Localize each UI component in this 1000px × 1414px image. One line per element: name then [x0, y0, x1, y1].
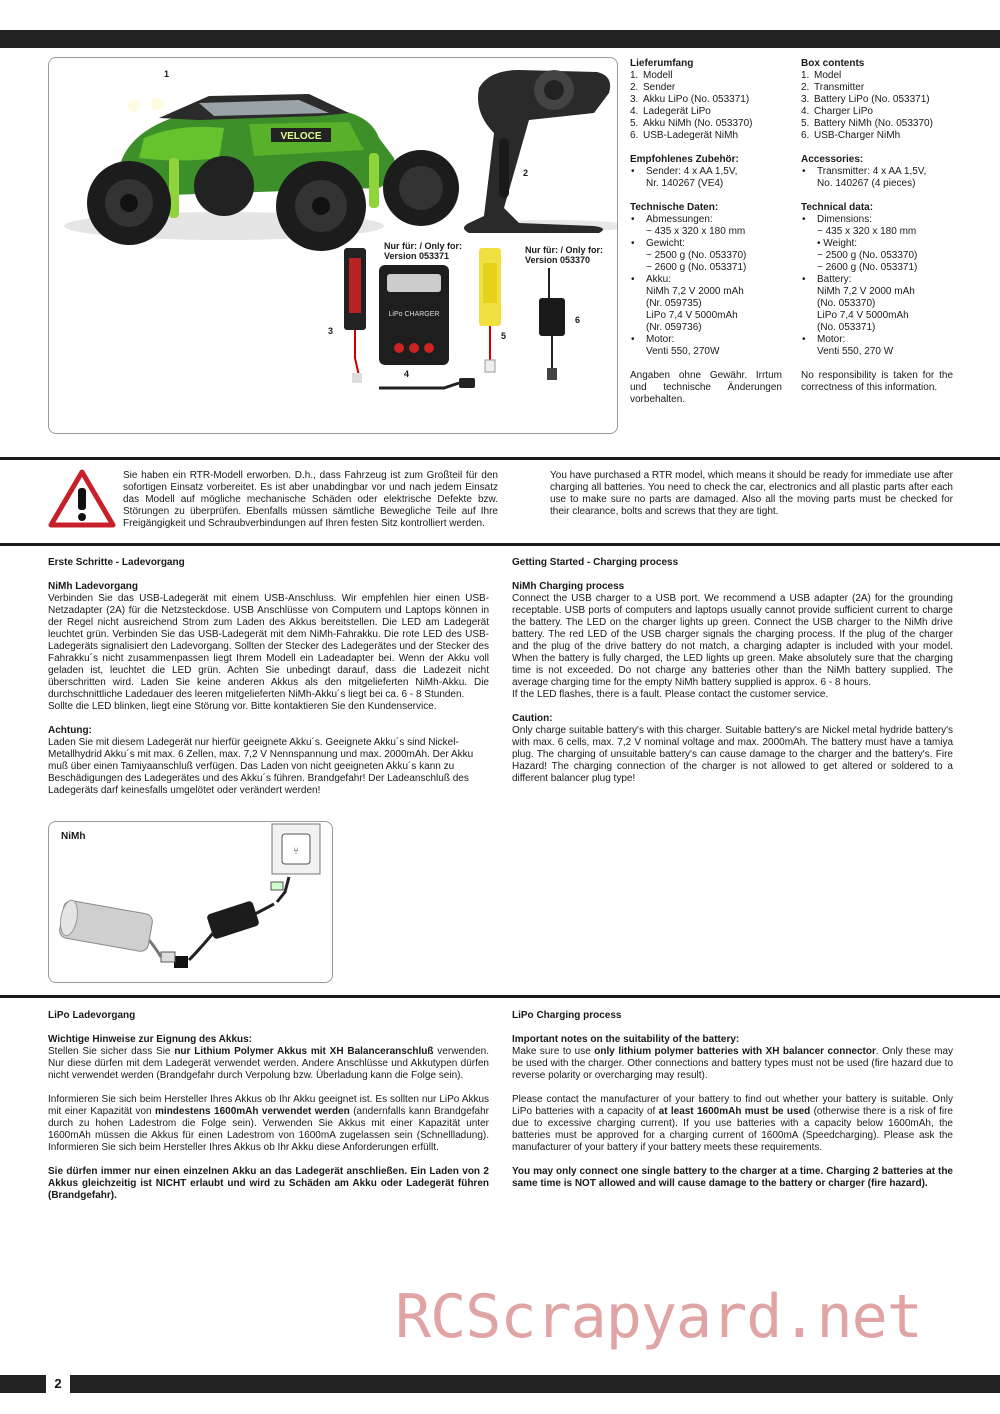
disclaimer-de: Angaben ohne Gewähr. Irrtum und technische Änderungen vorbehalten.	[630, 370, 782, 405]
list-item: 6. USB-Charger NiMh	[801, 130, 901, 141]
accessories-heading-en: Accessories:	[801, 154, 864, 165]
lipo-paragraph-1: Stellen Sie sicher dass Sie nur Lithium Polymer Akkus mit XH Balanceranschluß verwenden. Nur diese dürfen mit dem Ladegerät verwendet werden. Andere Anschlüsse und Akkutypen dürfen nicht verwendet werden (Brandgefahr durch Verpolung bzw. Überladung kann die Folge sein).	[48, 1046, 490, 1081]
tech-data-list-en	[801, 214, 953, 358]
list-item: • Akku: NiMh 7,2 V 2000 mAh (Nr. 059735) LiPo 7,4 V 5000mAh (Nr. 059736)	[630, 274, 782, 334]
contents-de	[630, 58, 782, 406]
tech-data-heading-de: Technische Daten:	[630, 202, 719, 213]
caution-heading: Caution:	[512, 713, 553, 724]
list-item: 5. Akku NiMh (No. 053370)	[630, 118, 753, 129]
lipo-only-note: Nur für: / Only for: Version 053371	[384, 241, 462, 261]
notes-heading: Wichtige Hinweise zur Eignung des Akkus:	[48, 1034, 253, 1045]
caution-text: Only charge suitable battery's with this charger. Suitable battery's are Nickel metal hydride battery's with max. 6 cells, max. 7,2 V nominal voltage and max. 2000mAh. The battery must have a tamiya plug. The charging of unsuitable battery's can cause damage to the charger and the battery's. Fire Hazard! The charging connection of the charger is not allowed to get altered or soldered to a different balancer plug type!	[512, 725, 953, 784]
divider	[0, 543, 1000, 546]
warning-icon	[48, 468, 116, 528]
list-item: 4. Charger LiPo	[801, 106, 873, 117]
nimh-battery-image	[479, 248, 501, 372]
product-figure	[48, 57, 618, 434]
truck-decal: VELOCE	[280, 131, 322, 142]
charging-de	[48, 557, 489, 797]
box-contents-list-en	[801, 70, 953, 142]
nimh-heading: NiMh Charging process	[512, 581, 625, 592]
list-item: 6. USB-Ladegerät NiMh	[630, 130, 739, 141]
callout-5: 5	[501, 331, 507, 341]
disclaimer-en: No responsibility is taken for the correctness of this information.	[801, 370, 953, 393]
list-item: 5. Battery NiMh (No. 053370)	[801, 118, 933, 129]
list-item: 2. Transmitter	[801, 82, 865, 93]
charger-decal: LiPo CHARGER	[388, 311, 440, 318]
bottom-bar	[0, 1375, 1000, 1393]
watermark: RCScrapyard.net	[395, 1282, 922, 1352]
callout-6: 6	[575, 315, 581, 325]
accessories-heading-de: Empfohlenes Zubehör:	[630, 154, 739, 165]
list-item: 2. Sender	[630, 82, 676, 93]
caution-text: Laden Sie mit diesem Ladegerät nur hierfür geeignete Akku´s. Geeignete Akku´s sind Nickel-Metallhydrid Akku´s mit max. 6 Zellen, max. 7,2 V Nennspannung und max. 2000mAh. Der Akku muß über einen Tamiyaanschluß verfügen. Das Laden von nicht geeigneten Akku´s kann zu Beschädigungen des Ladegerätes und des Akku´s führen. Brandgefahr! Der Ladeanschluß des Ladegeräts darf keinesfalls umgelötet oder verändert werden!	[48, 737, 474, 796]
list-item: • Dimensions: ~ 435 x 320 x 180 mm • Weight: ~ 2500 g (No. 053370) ~ 2600 g (No. 053371)	[801, 214, 953, 274]
contents-en	[801, 58, 953, 394]
box-contents-heading-de: Lieferumfang	[630, 58, 694, 69]
nimh-connection-illustration	[49, 822, 332, 982]
warning-text-de: Sie haben ein RTR-Modell erworben. D.h., dass Fahrzeug ist zum Großteil für den sofortigen Einsatz vorbereitet. Es ist aber unabdingbar vor und nach jedem Einsatz das Modell auf mögliche mechanische Schäden oder elektrische Defekte bzw. Störungen zu überprüfen. Ebenfalls müssen sämtliche Bewegliche Teile auf Ihre Freigängigkeit und Schraubverbindungen auf Ihren festen Sitz kontrolliert werden.	[123, 470, 498, 529]
svg-text:⑂: ⑂	[293, 846, 299, 857]
list-item: • Motor: Venti 550, 270W	[630, 334, 782, 358]
tech-data-heading-en: Technical data:	[801, 202, 874, 213]
lipo-en	[512, 1010, 953, 1190]
nimh-text: Verbinden Sie das USB-Ladegerät mit einem USB-Anschluss. Wir empfehlen hier einen USB-Netzadapter (2A) für die Netzsteckdose. USB Anschlüsse von Computern und Laptops können in der Regel nicht ausreichend Strom zum Laden des Akkus bereitstellen. Die LED am Ladegerät leuchtet grün. Verbinden Sie das USB-Ladegerät mit dem NiMh-Fahrakku. Die rote LED des USB-Ladegeräts signalisiert den Ladevorgang. Sollten der Stecker des Ladegerätes und der Stecker des Fahrakku´s nicht zusammenpassen liegt Ihrem Modell ein Ladeadapter bei. Wenn der Akku voll geladen ist, leuchtet die LED grün. Achten Sie unbedingt darauf, dass die Ladezeit nicht überschritten wird. Laden Sie keine anderen Akkus als den mitgelieferten NiMh-Akku. Die durchschnittliche Ladedauer des leeren mitgelieferten NiMh-Akku´s liegt bei ca. 6 - 8 Stunden.	[48, 593, 489, 700]
tech-data-list-de	[630, 214, 782, 358]
nimh-heading: NiMh Ladevorgang	[48, 581, 139, 592]
list-item: • Abmessungen: ~ 435 x 320 x 180 mm	[630, 214, 782, 238]
accessories-list-en	[801, 166, 953, 190]
list-item: 1. Modell	[630, 70, 673, 81]
truck-image	[64, 94, 459, 251]
charging-en	[512, 557, 953, 785]
lipo-de	[48, 1010, 489, 1202]
list-item: • Gewicht: ~ 2500 g (No. 053370) ~ 2600 g (No. 053371)	[630, 238, 782, 274]
lipo-paragraph-3: Sie dürfen immer nur einen einzelnen Akku an das Ladegerät anschließen. Ein Laden von 2 Akkus gleichzeitig ist NICHT erlaubt und wird zu Schäden am Akku oder Ladegerät führen (Brandgefahr).	[48, 1166, 489, 1201]
list-item: 3. Akku LiPo (No. 053371)	[630, 94, 750, 105]
notes-heading: Important notes on the suitability of the battery:	[512, 1034, 740, 1045]
nimh-only-note: Nur für: / Only for: Version 053370	[525, 245, 603, 265]
top-bar	[0, 30, 1000, 48]
list-item: • Transmitter: 4 x AA 1,5V, No. 140267 (4 pieces)	[801, 166, 953, 190]
lipo-charger-image	[379, 265, 475, 388]
warning-text-en: You have purchased a RTR model, which means it should be ready for immediate use after charging all batteries. You need to check the car, electronics and all plastic parts after each use to make sure no parts are damaged. Also all the moving parts must be checked for their clearance, bolts and screws that they are tight.	[550, 470, 953, 517]
section-title: Getting Started - Charging process	[512, 557, 679, 568]
accessories-list-de	[630, 166, 782, 190]
section-title: LiPo Ladevorgang	[48, 1010, 136, 1021]
nimh-text: Connect the USB charger to a USB port. We recommend a USB adapter (2A) for the grounding receptable. USB ports of computers and laptops usually cannot provide sufficient current to charge the battery. The LED on the charger lights up green. Connect the USB charger to the NiMh drive battery. The red LED of the USB charger signals the charging process. If the plug of the charger and the plug of the drive battery do not match, a charging adapter is included with your model. When the battery is fully charged, the LED lights up green. Make absolutely sure that the charging time is not exceeded. Do not charge any batteries other than the NiMh battery supplied. The average charging time for the empty NiMh battery supplied is approx. 6 - 8 hours.	[512, 593, 953, 688]
list-item: • Motor: Venti 550, 270 W	[801, 334, 953, 358]
caution-heading: Achtung:	[48, 725, 92, 736]
list-item: 4. Ladegerät LiPo	[630, 106, 711, 117]
callout-2: 2	[523, 168, 529, 178]
section-title: Erste Schritte - Ladevorgang	[48, 557, 185, 568]
callout-3: 3	[328, 326, 334, 336]
nimh-text-fault: If the LED flashes, there is a fault. Please contact the customer service.	[512, 689, 829, 700]
divider	[0, 995, 1000, 998]
transmitter-image	[464, 70, 617, 233]
list-item: 3. Battery LiPo (No. 053371)	[801, 94, 930, 105]
callout-4: 4	[404, 369, 410, 379]
section-title: LiPo Charging process	[512, 1010, 622, 1021]
lipo-battery-image	[344, 248, 366, 383]
divider	[0, 457, 1000, 460]
lipo-paragraph-3: You may only connect one single battery to the charger at a time. Charging 2 batteries at the same time is NOT allowed and will cause damage to the battery or charger (fire hazard).	[512, 1166, 953, 1189]
box-contents-list-de	[630, 70, 782, 142]
list-item: 1. Model	[801, 70, 842, 81]
lipo-paragraph-2: Please contact the manufacturer of your battery to find out whether your battery is suitable. Only LiPo batteries with a capacity of at least 1600mAh must be used (otherwise there is a risk of fire due to excessive charging current). If you use batteries with a capacity below 1600mAh, the batteries must be approved for a charging current of 1600mA (Speedcharging). Please ask the manufacturer of your battery if your battery meets these requirements.	[512, 1094, 953, 1153]
usb-charger-image	[539, 268, 565, 380]
nimh-text-fault: Sollte die LED blinken, liegt eine Störung vor. Bitte kontaktieren Sie den Kundenservice.	[48, 701, 437, 712]
nimh-figure-label: NiMh	[61, 831, 86, 842]
nimh-figure	[48, 821, 333, 983]
callout-1: 1	[164, 69, 170, 79]
list-item: • Sender: 4 x AA 1,5V, Nr. 140267 (VE4)	[630, 166, 782, 190]
lipo-paragraph-1: Make sure to use only lithium polymer batteries with XH balancer connector. Only these may be used with the charger. Other connections and battery types must not be used (fire hazard due to reverse polarity or overcharging may result).	[512, 1046, 954, 1081]
page-number: 2	[46, 1375, 70, 1393]
box-contents-heading-en: Box contents	[801, 58, 865, 69]
list-item: • Battery: NiMh 7,2 V 2000 mAh (No. 053370) LiPo 7,4 V 5000mAh (No. 053371)	[801, 274, 953, 334]
lipo-paragraph-2: Informieren Sie sich beim Hersteller Ihres Akkus ob Ihr Akku geeignet ist. Es sollten nur LiPo Akkus mit einer Kapazität von mindestens 1600mAh verwendet werden (andernfalls kann Brandgefahr durch zu hohen Ladestrom die Folge sein). Verwenden Sie Akkus mit einer Kapazität unter 1600mAh müssen die Akkus für einen Ladestrom von 1600mA zugelassen sein (Schnellladung). Informieren Sie sich beim Hersteller Ihres Akkus ob Ihr Akku diese Anforderungen erfüllt.	[48, 1094, 489, 1153]
